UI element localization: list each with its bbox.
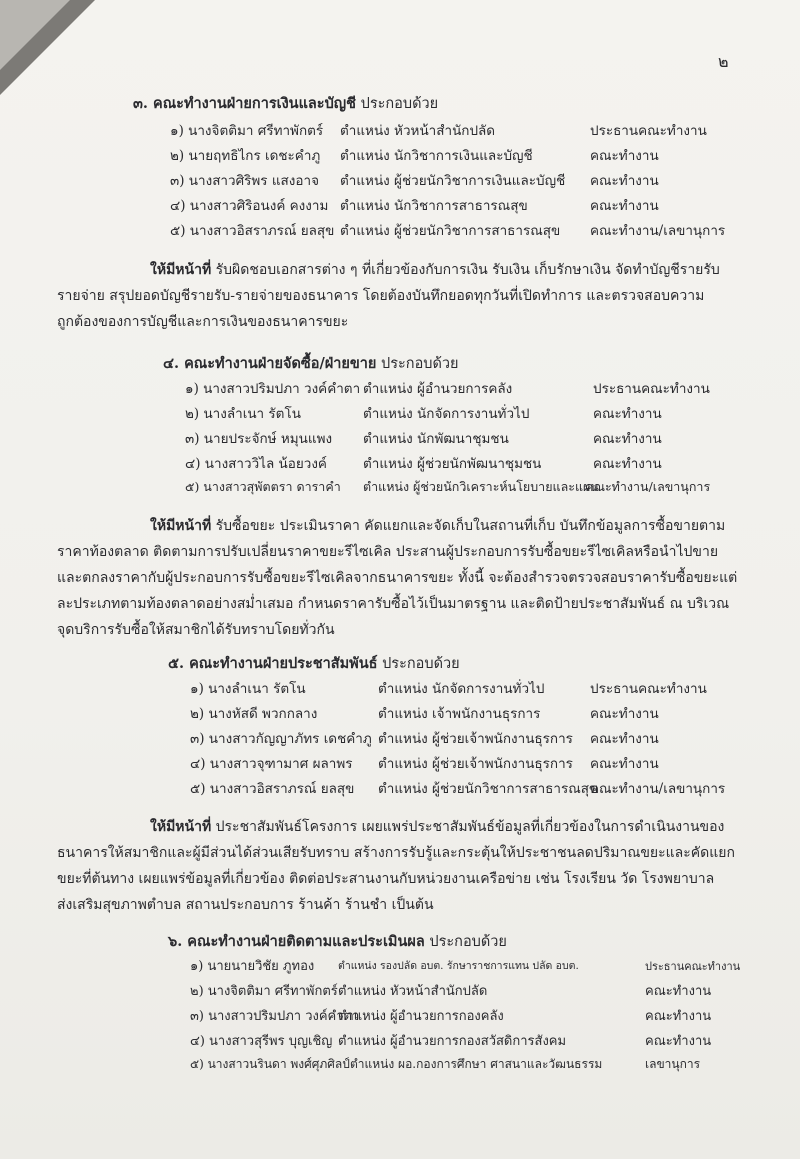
member-position: ตำแหน่ง เจ้าพนักงานธุรการ xyxy=(378,706,541,722)
section-5-heading-title: ๕. คณะทำงานฝ่ายประชาสัมพันธ์ xyxy=(168,655,378,672)
member-name: ๔) นางสาวสุรีพร บุญเชิญ xyxy=(190,1034,333,1049)
member-role: คณะทำงาน xyxy=(590,173,659,189)
member-role: คณะทำงาน xyxy=(590,706,659,722)
section-5-duty-line-1 xyxy=(150,816,724,838)
section-5-duty-line-2: ธนาคารให้สมาชิกและผู้มีส่วนได้ส่วนเสียรับทราบ สร้างการรับรู้และกระตุ้นให้ประชาชนลดปริมาณขยะและคัดแยก xyxy=(57,845,735,861)
member-position: ตำแหน่ง ผู้ช่วยเจ้าพนักงานธุรการ xyxy=(378,756,573,772)
section-5-member-2 xyxy=(190,702,750,724)
folded-corner xyxy=(0,0,70,70)
member-position: ตำแหน่ง ผู้อำนวยการคลัง xyxy=(363,381,513,397)
member-position: ตำแหน่ง นักวิชาการเงินและบัญชี xyxy=(340,148,533,164)
member-position: ตำแหน่ง ผู้ช่วยนักพัฒนาชุมชน xyxy=(363,456,542,472)
section-6-heading-title: ๖. คณะทำงานฝ่ายติดตามและประเมินผล xyxy=(168,933,425,950)
section-6-member-5 xyxy=(190,1055,750,1077)
section-3-duty-line-3: ถูกต้องของการบัญชีและการเงินของธนาคารขยะ xyxy=(57,314,349,330)
section-5-member-4 xyxy=(190,752,750,774)
member-name: ๑) นายนายวิชัย ภูทอง xyxy=(190,959,315,974)
section-5-member-3 xyxy=(190,727,750,749)
member-name: ๓) นางสาวปริมปภา วงค์คำตา xyxy=(190,1009,360,1024)
duty-text: รับผิดชอบเอกสารต่าง ๆ ที่เกี่ยวข้องกับการเงิน รับเงิน เก็บรักษาเงิน จัดทำบัญชีรายรับ xyxy=(211,262,720,278)
section-4-member-4 xyxy=(185,452,745,474)
member-name: ๑) นางสาวปริมปภา วงค์คำตา xyxy=(185,381,361,397)
member-role: ประธานคณะทำงาน xyxy=(590,123,707,139)
member-name: ๒) นางจิตติมา ศรีทาพักตร์ xyxy=(190,984,338,999)
section-3-duty-line-1 xyxy=(150,259,720,281)
member-role: คณะทำงาน xyxy=(590,731,659,747)
section-4-member-1 xyxy=(185,377,745,399)
section-4-heading xyxy=(163,352,459,375)
member-name: ๕) นางสาวอิสราภรณ์ ยลสุข xyxy=(170,223,335,239)
section-3-heading-suffix: ประกอบด้วย xyxy=(356,96,439,112)
section-3-member-1 xyxy=(170,119,750,141)
member-position: ตำแหน่ง ผู้ช่วยนักวิชาการสาธารณสุข xyxy=(340,223,561,239)
member-role: คณะทำงาน xyxy=(593,431,662,447)
member-position: ตำแหน่ง ผู้ช่วยนักวิชาการสาธารณสุข xyxy=(378,781,599,797)
member-name: ๓) นางสาวกัญญาภัทร เดชคำภู xyxy=(190,731,372,747)
member-name: ๕) นางสาวนรินดา พงศ์ศุภศิลป์ xyxy=(190,1057,350,1071)
member-position: ตำแหน่ง นักจัดการงานทั่วไป xyxy=(378,681,545,697)
member-name: ๔) นางสาวจุฑามาศ ผลาพร xyxy=(190,756,353,772)
member-role: คณะทำงาน xyxy=(590,198,659,214)
section-4-duty-line-1 xyxy=(150,515,725,537)
member-role: คณะทำงาน/เลขานุการ xyxy=(585,479,711,494)
member-name: ๒) นางลำเนา รัตโน xyxy=(185,406,301,422)
member-role: คณะทำงาน/เลขานุการ xyxy=(590,781,726,797)
section-4-member-3 xyxy=(185,427,745,449)
section-4-heading-title: ๔. คณะทำงานฝ่ายจัดซื้อ/ฝ่ายขาย xyxy=(163,355,377,372)
member-name: ๒) นางหัสดี พวกกลาง xyxy=(190,706,318,722)
member-name: ๔) นางสาวศิริอนงค์ คงงาม xyxy=(170,198,329,214)
duty-label: ให้มีหน้าที่ xyxy=(150,518,212,534)
member-role: คณะทำงาน xyxy=(590,756,659,772)
member-role: คณะทำงาน xyxy=(645,984,712,999)
duty-text: ประชาสัมพันธ์โครงการ เผยแพร่ประชาสัมพันธ์ข้อมูลที่เกี่ยวข้องในการดำเนินงานของ xyxy=(211,819,725,835)
section-3-heading-title: ๓. คณะทำงานฝ่ายการเงินและบัญชี xyxy=(133,95,356,112)
section-4-duty-line-2: ราคาท้องตลาด ติดตามการปรับเปลี่ยนราคาขยะรีไซเคิล ประสานผู้ประกอบการรับซื้อขยะรีไซเคิลหรือนำไปขาย xyxy=(57,544,719,560)
section-5-heading-suffix: ประกอบด้วย xyxy=(377,656,460,672)
section-5-duty-line-4: ส่งเสริมสุขภาพตำบล สถานประกอบการ ร้านค้า ร้านชำ เป็นต้น xyxy=(57,897,434,913)
member-position: ตำแหน่ง ผู้ช่วยนักวิเคราะห์นโยบายและแผน xyxy=(363,479,599,494)
page-number: ๒ xyxy=(718,52,729,71)
member-role: คณะทำงาน xyxy=(645,1034,712,1049)
section-6-member-4 xyxy=(190,1030,750,1052)
section-3-member-5 xyxy=(170,219,750,241)
member-name: ๔) นางสาววิไล น้อยวงค์ xyxy=(185,456,327,472)
section-4-duty-line-5: จุดบริการรับซื้อให้สมาชิกได้รับทราบโดยทั่วกัน xyxy=(57,622,335,638)
section-5-heading xyxy=(168,652,460,675)
member-name: ๕) นางสาวอิสราภรณ์ ยลสุข xyxy=(190,781,355,797)
section-3-member-3 xyxy=(170,169,750,191)
member-position: ตำแหน่ง ผู้ช่วยนักวิชาการเงินและบัญชี xyxy=(340,173,566,189)
section-4-member-5 xyxy=(185,477,745,499)
section-5-member-5 xyxy=(190,777,750,799)
section-4-heading-suffix: ประกอบด้วย xyxy=(376,356,459,372)
section-5-duty-line-3: ขยะที่ต้นทาง เผยแพร่ข้อมูลที่เกี่ยวข้อง ติดต่อประสานงานกับหน่วยงานเครือข่าย เช่น โรงเรียน วัด โรงพยาบาล xyxy=(57,871,715,887)
section-6-member-3 xyxy=(190,1005,750,1027)
section-3-member-2 xyxy=(170,144,750,166)
member-role: ประธานคณะทำงาน xyxy=(590,681,707,697)
member-position: ตำแหน่ง ผอ.กองการศึกษา ศาสนาและวัฒนธรรม xyxy=(350,1057,603,1071)
section-4-duty-line-3: และตกลงราคากับผู้ประกอบการรับซื้อขยะรีไซเคิลจากธนาคารขยะ ทั้งนี้ จะต้องสำรวจตรวจสอบราคารับซื้อขยะแต่ xyxy=(57,570,738,586)
member-position: ตำแหน่ง ผู้อำนวยการกองสวัสดิการสังคม xyxy=(338,1034,567,1049)
member-name: ๑) นางลำเนา รัตโน xyxy=(190,681,306,697)
member-position: ตำแหน่ง รองปลัด อบต. รักษาราชการแทน ปลัด อบต. xyxy=(338,960,579,972)
section-3-duty-line-2: รายจ่าย สรุปยอดบัญชีรายรับ-รายจ่ายของธนาคาร โดยต้องบันทึกยอดทุกวันที่เปิดทำการ และตรวจสอบความ xyxy=(57,288,705,304)
section-4-member-2 xyxy=(185,402,745,424)
member-role: เลขานุการ xyxy=(645,1057,701,1071)
member-position: ตำแหน่ง หัวหน้าสำนักปลัด xyxy=(338,984,488,999)
member-position: ตำแหน่ง หัวหน้าสำนักปลัด xyxy=(340,123,496,139)
member-position: ตำแหน่ง ผู้อำนวยการกองคลัง xyxy=(338,1009,504,1024)
member-role: คณะทำงาน xyxy=(645,1009,712,1024)
section-5-member-1 xyxy=(190,677,750,699)
duty-label: ให้มีหน้าที่ xyxy=(150,819,212,835)
member-position: ตำแหน่ง นักจัดการงานทั่วไป xyxy=(363,406,530,422)
section-6-heading-suffix: ประกอบด้วย xyxy=(424,934,507,950)
member-name: ๓) นายประจักษ์ หมุนแพง xyxy=(185,431,333,447)
section-6-heading xyxy=(168,930,507,953)
member-name: ๑) นางจิตติมา ศรีทาพักตร์ xyxy=(170,123,324,139)
member-role: ประธานคณะทำงาน xyxy=(593,381,710,397)
member-role: คณะทำงาน xyxy=(590,148,659,164)
member-position: ตำแหน่ง นักพัฒนาชุมชน xyxy=(363,431,509,447)
duty-text: รับซื้อขยะ ประเมินราคา คัดแยกและจัดเก็บในสถานที่เก็บ บันทึกข้อมูลการซื้อขายตาม xyxy=(211,518,726,534)
member-role: ประธานคณะทำงาน xyxy=(645,960,741,973)
member-position: ตำแหน่ง ผู้ช่วยเจ้าพนักงานธุรการ xyxy=(378,731,573,747)
section-3-member-4 xyxy=(170,194,750,216)
section-6-member-2 xyxy=(190,980,750,1002)
member-name: ๒) นายฤทธิไกร เดชะคำภู xyxy=(170,148,321,164)
member-name: ๓) นางสาวศิริพร แสงอาจ xyxy=(170,173,319,189)
member-role: คณะทำงาน xyxy=(593,406,662,422)
member-position: ตำแหน่ง นักวิชาการสาธารณสุข xyxy=(340,198,528,214)
member-role: คณะทำงาน xyxy=(593,456,662,472)
section-4-duty-line-4: ละประเภทตามท้องตลาดอย่างสม่ำเสมอ กำหนดราคารับซื้อไว้เป็นมาตรฐาน และติดป้ายประชาสัมพันธ์ ณ บริเวณ xyxy=(57,596,730,612)
member-role: คณะทำงาน/เลขานุการ xyxy=(590,223,726,239)
duty-label: ให้มีหน้าที่ xyxy=(150,262,212,278)
section-3-heading xyxy=(133,92,438,115)
member-name: ๕) นางสาวสุพัตตรา ดาราคำ xyxy=(185,479,341,494)
section-6-member-1 xyxy=(190,955,760,977)
